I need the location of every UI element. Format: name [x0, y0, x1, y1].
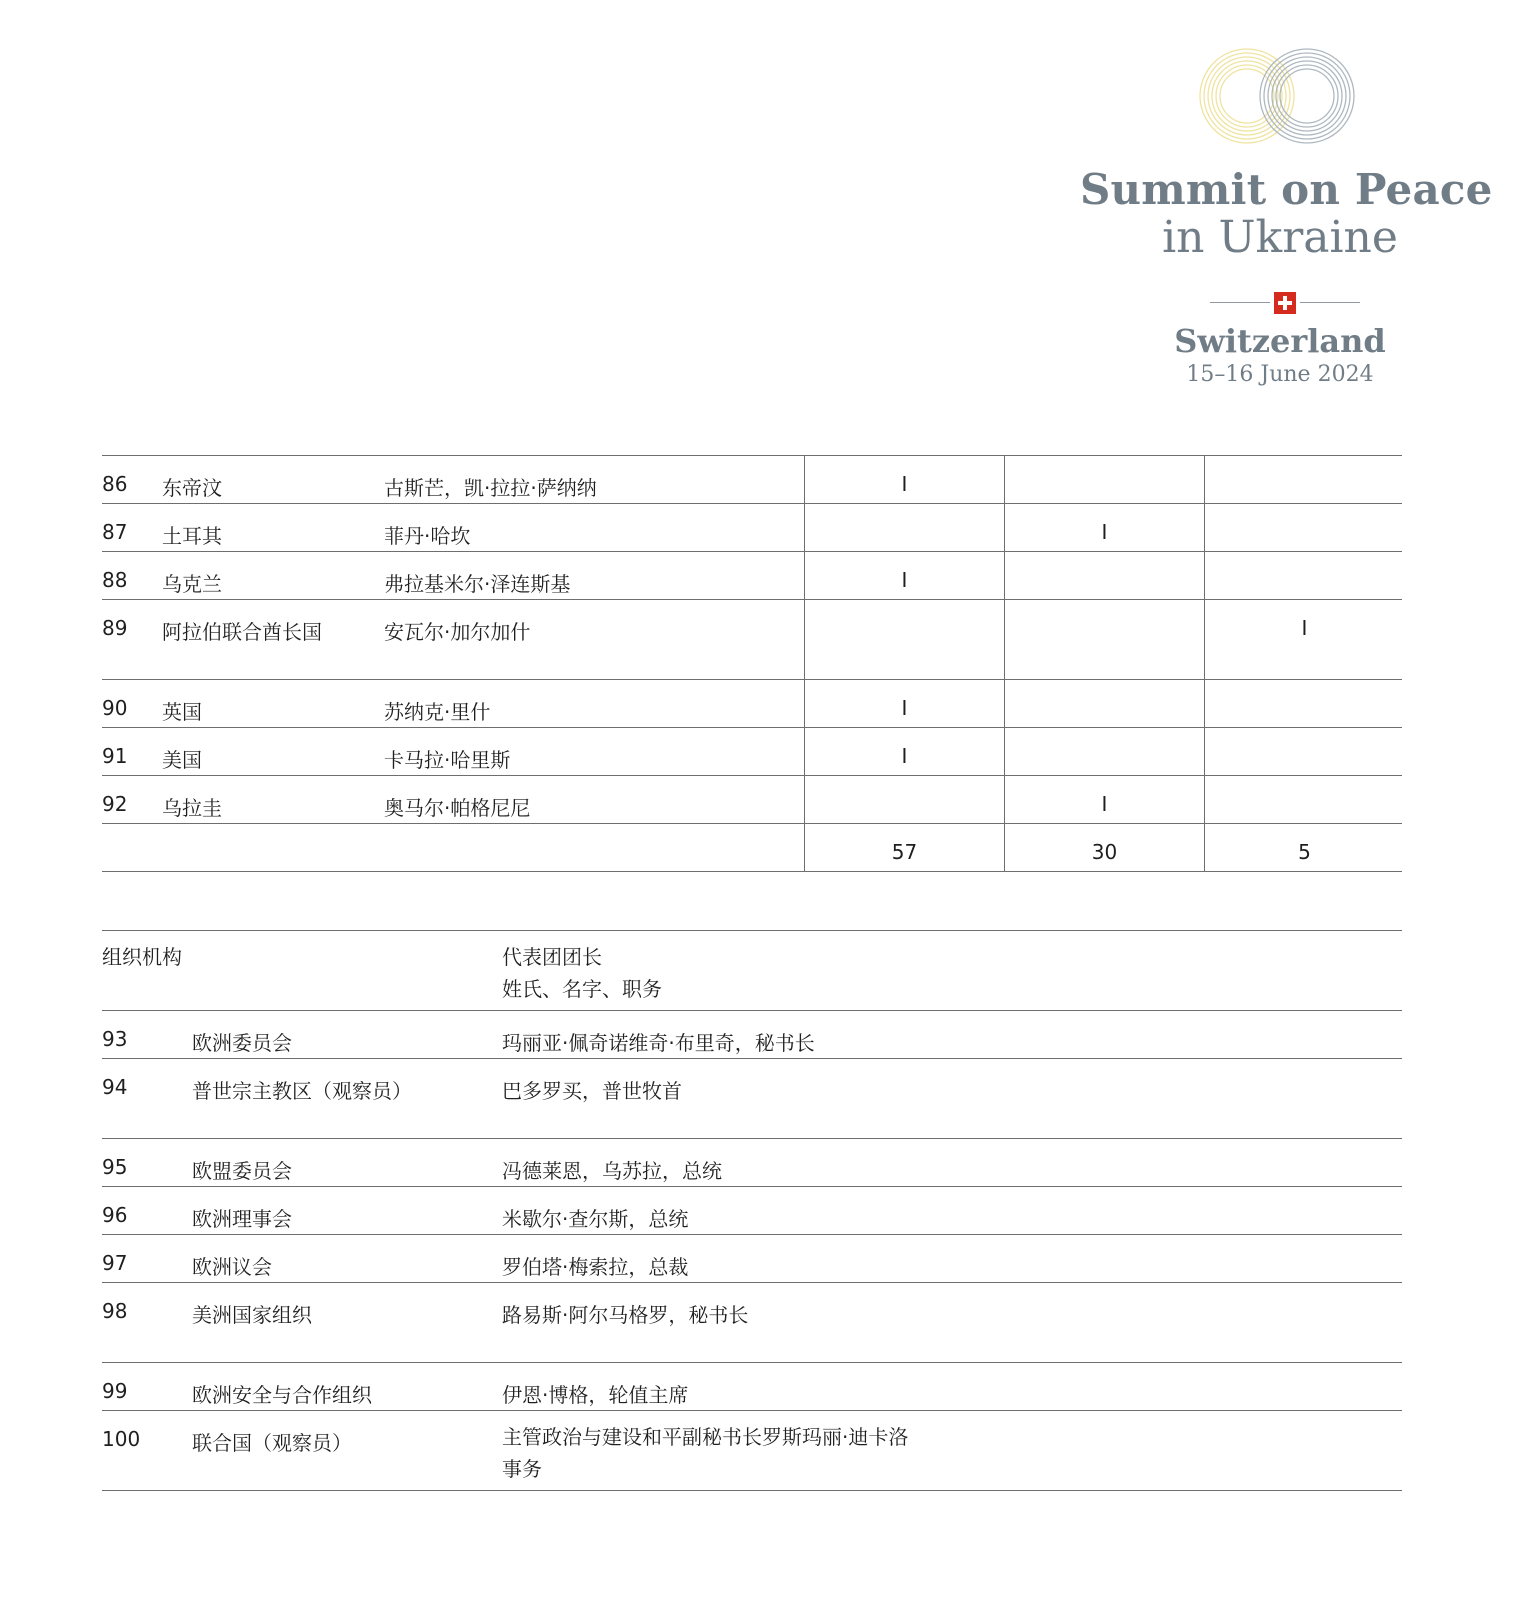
row-number: 99 — [102, 1379, 128, 1403]
category-b-mark — [1004, 728, 1204, 775]
leader-name: 奥马尔·帕格尼尼 — [384, 796, 531, 820]
category-b-mark — [1004, 456, 1204, 503]
head-header-line1: 代表团团长 — [502, 945, 602, 969]
delegation-head: 路易斯·阿尔马格罗，秘书长 — [502, 1303, 749, 1327]
row-number: 95 — [102, 1155, 128, 1179]
total-b: 30 — [1004, 824, 1204, 871]
country-name: 土耳其 — [162, 524, 222, 548]
table-row — [102, 1235, 1402, 1283]
country-name: 美国 — [162, 748, 202, 772]
delegation-head: 巴多罗买，普世牧首 — [502, 1079, 682, 1103]
category-b-mark — [1004, 600, 1204, 679]
org-name: 欧洲安全与合作组织 — [192, 1383, 372, 1407]
country-name: 乌克兰 — [162, 572, 222, 596]
leader-name: 弗拉基米尔·泽连斯基 — [384, 572, 571, 596]
table-row — [102, 680, 1402, 728]
org-name: 美洲国家组织 — [192, 1303, 312, 1327]
states-table — [102, 455, 1402, 872]
head-column-header — [502, 931, 1382, 1010]
leader-name: 古斯芒，凯·拉拉·萨纳纳 — [384, 476, 597, 500]
row-number: 87 — [102, 520, 128, 544]
category-a-mark — [804, 504, 1004, 551]
category-c-mark — [1204, 728, 1404, 775]
row-number: 91 — [102, 744, 128, 768]
delegation-head: 冯德莱恩，乌苏拉，总统 — [502, 1159, 722, 1183]
rings-emblem-icon — [1195, 46, 1365, 156]
row-number: 97 — [102, 1251, 128, 1275]
org-name: 欧洲委员会 — [192, 1031, 292, 1055]
org-name: 普世宗主教区（观察员） — [192, 1079, 412, 1103]
empty-cell — [102, 824, 162, 871]
country-name: 英国 — [162, 700, 202, 724]
delegation-head-line1: 主管政治与建设和平副秘书长罗斯玛丽·迪卡洛 — [502, 1425, 909, 1449]
org-column-header: 组织机构 — [102, 945, 182, 969]
table-row — [102, 456, 1402, 504]
category-c-mark — [1204, 552, 1404, 599]
row-number: 86 — [102, 472, 128, 496]
table-row — [102, 1283, 1402, 1363]
row-number: 93 — [102, 1027, 128, 1051]
organizations-table — [102, 930, 1402, 1491]
delegation-head — [502, 1411, 1382, 1490]
leader-name: 卡马拉·哈里斯 — [384, 748, 511, 772]
logo-date: 15–16 June 2024 — [1186, 362, 1374, 387]
category-a-mark — [804, 600, 1004, 679]
row-number: 89 — [102, 616, 128, 640]
category-b-mark — [1004, 552, 1204, 599]
delegation-head: 玛丽亚·佩奇诺维奇·布里奇，秘书长 — [502, 1031, 815, 1055]
delegation-head-line2: 事务 — [502, 1457, 542, 1481]
logo-title-line1: Summit on Peace — [1080, 165, 1493, 214]
category-a-mark: I — [804, 680, 1004, 727]
summit-logo — [1080, 40, 1493, 390]
row-number: 100 — [102, 1427, 141, 1451]
row-number: 98 — [102, 1299, 128, 1323]
country-name: 阿拉伯联合酋长国 — [162, 620, 322, 644]
category-b-mark: I — [1004, 776, 1204, 823]
totals-row — [102, 824, 1402, 872]
row-number: 90 — [102, 696, 128, 720]
table-row — [102, 600, 1402, 680]
country-name: 乌拉圭 — [162, 796, 222, 820]
total-a: 57 — [804, 824, 1004, 871]
table-row — [102, 1059, 1402, 1139]
row-number: 96 — [102, 1203, 128, 1227]
table-row — [102, 1011, 1402, 1059]
org-name: 欧洲理事会 — [192, 1207, 292, 1231]
logo-divider — [1210, 292, 1360, 314]
divider-line — [1300, 302, 1360, 303]
leader-name: 安瓦尔·加尔加什 — [384, 620, 531, 644]
org-name: 欧洲议会 — [192, 1255, 272, 1279]
category-c-mark: I — [1204, 600, 1404, 679]
category-c-mark — [1204, 776, 1404, 823]
divider-line — [1210, 302, 1270, 303]
org-name: 联合国（观察员） — [192, 1431, 352, 1455]
table-row — [102, 1411, 1402, 1491]
total-c: 5 — [1204, 824, 1404, 871]
table-row — [102, 552, 1402, 600]
leader-name: 苏纳克·里什 — [384, 700, 491, 724]
category-a-mark: I — [804, 552, 1004, 599]
head-header-line2: 姓氏、名字、职务 — [502, 977, 662, 1001]
table-header-row — [102, 931, 1402, 1011]
country-name: 东帝汶 — [162, 476, 222, 500]
table-row — [102, 504, 1402, 552]
logo-country: Switzerland — [1174, 322, 1386, 360]
delegation-head: 罗伯塔·梅索拉，总裁 — [502, 1255, 689, 1279]
category-c-mark — [1204, 456, 1404, 503]
org-name: 欧盟委员会 — [192, 1159, 292, 1183]
table-row — [102, 776, 1402, 824]
table-row — [102, 1187, 1402, 1235]
category-b-mark — [1004, 680, 1204, 727]
swiss-flag-icon — [1274, 292, 1296, 314]
table-row — [102, 728, 1402, 776]
logo-title-line2: in Ukraine — [1162, 212, 1398, 263]
category-a-mark: I — [804, 728, 1004, 775]
category-c-mark — [1204, 504, 1404, 551]
category-b-mark: I — [1004, 504, 1204, 551]
category-a-mark — [804, 776, 1004, 823]
category-c-mark — [1204, 680, 1404, 727]
row-number: 94 — [102, 1075, 128, 1099]
delegation-head: 伊恩·博格，轮值主席 — [502, 1383, 689, 1407]
leader-name: 菲丹·哈坎 — [384, 524, 471, 548]
row-number: 92 — [102, 792, 128, 816]
row-number: 88 — [102, 568, 128, 592]
delegation-head: 米歇尔·查尔斯，总统 — [502, 1207, 689, 1231]
category-a-mark: I — [804, 456, 1004, 503]
table-row — [102, 1363, 1402, 1411]
table-row — [102, 1139, 1402, 1187]
